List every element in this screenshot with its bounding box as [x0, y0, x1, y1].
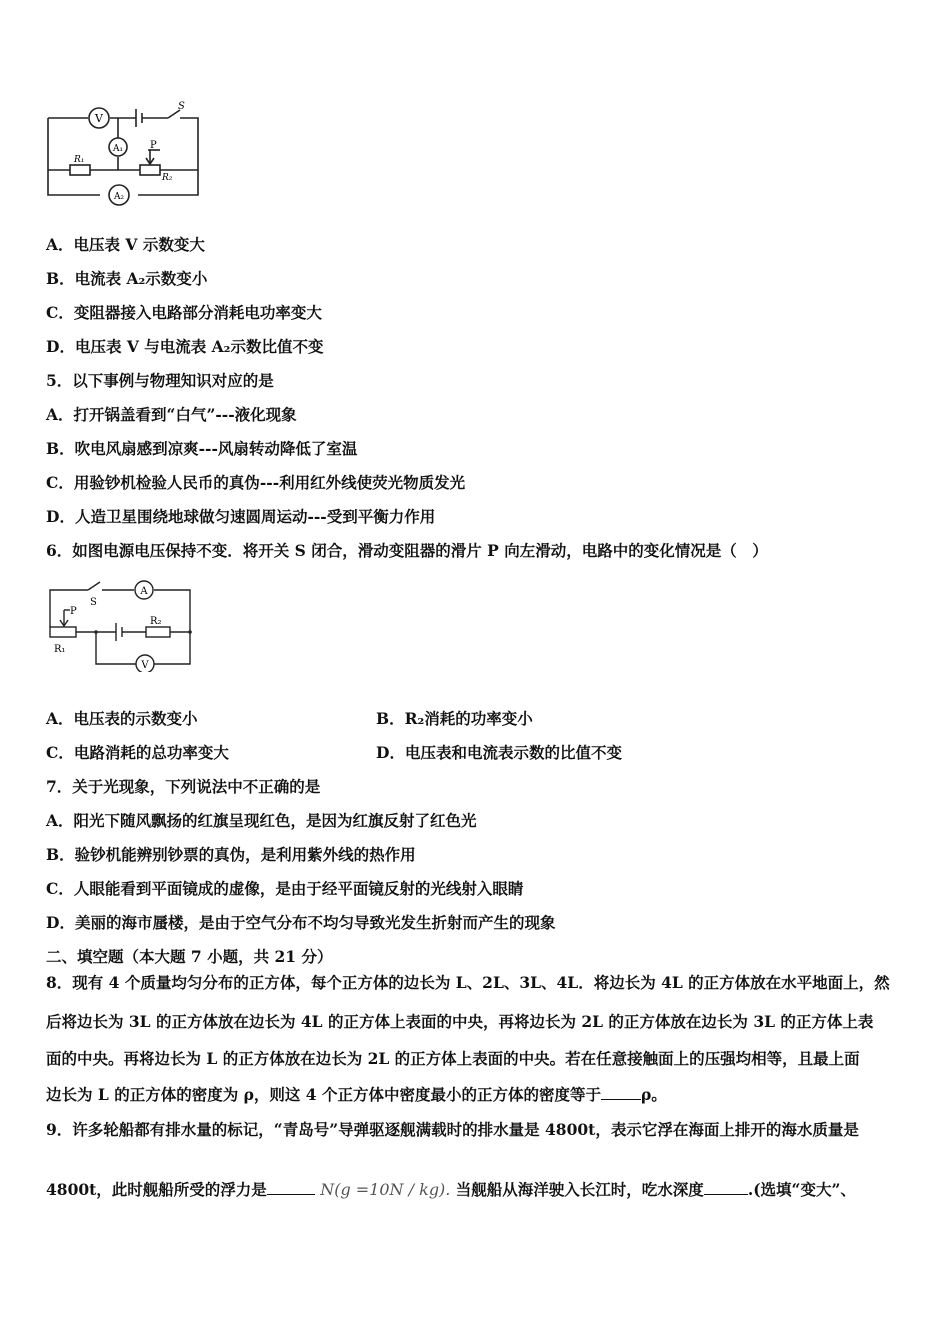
q7-option-b: B．验钞机能辨别钞票的真伪，是利用紫外线的热作用	[46, 845, 416, 864]
fig2-label-p: P	[70, 606, 77, 617]
q8-line-1: 8．现有 4 个质量均匀分布的正方体，每个正方体的边长为 L、2L、3L、4L．将边长为 4L 的正方体放在水平地面上，然	[46, 973, 890, 992]
q6-option-c: C．电路消耗的总功率变大	[46, 743, 229, 762]
section-heading: 二、填空题（本大题 7 小题，共 21 分）	[46, 947, 333, 966]
q5-stem: 5．以下事例与物理知识对应的是	[46, 371, 274, 390]
q9-formula: N(g =10N / kg).	[320, 1180, 451, 1199]
fig1-label-r1: R₁	[74, 155, 85, 165]
fig2-label-r1: R₁	[54, 644, 66, 655]
q7-option-c: C．人眼能看到平面镜成的虚像，是由于经平面镜反射的光线射入眼睛	[46, 879, 524, 898]
fig1-label-r2: R₂	[162, 173, 173, 183]
q9-buoyancy-blank[interactable]	[267, 1194, 315, 1195]
fig1-label-s: S	[178, 101, 185, 112]
q7-stem: 7．关于光现象，下列说法中不正确的是	[46, 777, 321, 796]
q9-line-2	[46, 1180, 916, 1200]
q6-option-b: B．R₂消耗的功率变小	[376, 709, 533, 728]
q5-option-c: C．用验钞机检验人民币的真伪---利用红外线使荧光物质发光	[46, 473, 466, 492]
fig2-label-a: A	[140, 586, 148, 597]
circuit-diagram-1	[40, 100, 210, 210]
q4-option-d: D．电压表 V 与电流表 A₂示数比值不变	[46, 337, 324, 356]
q8-line-2: 后将边长为 3L 的正方体放在边长为 4L 的正方体上表面的中央，再将边长为 2L 的正方体放在边长为 3L 的正方体上表	[46, 1012, 874, 1031]
q9-line-1: 9．许多轮船都有排水量的标记，“青岛号”导弹驱逐舰满载时的排水量是 4800t，表示它浮在海面上排开的海水质量是	[46, 1120, 859, 1139]
fig1-label-p: P	[150, 140, 157, 151]
fig1-label-a1: A₁	[112, 144, 124, 154]
q8-line-4-text: 边长为 L 的正方体的密度为 ρ，则这 4 个正方体中密度最小的正方体的密度等于	[46, 1085, 601, 1104]
q8-answer-blank[interactable]	[601, 1099, 641, 1100]
q9-line-2-mid: 当舰船从海洋驶入长江时，吃水深度	[455, 1180, 704, 1199]
q6-stem: 6．如图电源电压保持不变．将开关 S 闭合，滑动变阻器的滑片 P 向左滑动，电路中的变化情况是（ ）	[46, 541, 768, 560]
circuit-diagram-2	[40, 572, 200, 672]
fig2-label-r2: R₂	[150, 616, 162, 627]
q7-option-d: D．美丽的海市蜃楼，是由于空气分布不均匀导致光发生折射而产生的现象	[46, 913, 556, 932]
q6-option-d: D．电压表和电流表示数的比值不变	[376, 743, 622, 762]
q5-option-d: D．人造卫星围绕地球做匀速圆周运动---受到平衡力作用	[46, 507, 436, 526]
q8-line-4	[46, 1085, 916, 1105]
q9-line-2-text: 4800t，此时舰船所受的浮力是	[46, 1180, 267, 1199]
q4-option-a: A．电压表 V 示数变大	[46, 235, 205, 254]
q8-line-3: 面的中央。再将边长为 L 的正方体放在边长为 2L 的正方体上表面的中央。若在任意接触面上的压强均相等，且最上面	[46, 1049, 860, 1068]
q8-line-4-end: ρ。	[640, 1085, 667, 1104]
fig1-label-a2: A₂	[113, 192, 125, 202]
q9-line-2-end: .(选填“变大”、	[747, 1180, 856, 1199]
fig1-label-v: V	[95, 112, 103, 125]
fig2-label-v: V	[141, 660, 149, 671]
q4-option-b: B．电流表 A₂示数变小	[46, 269, 208, 288]
q6-option-a: A．电压表的示数变小	[46, 709, 198, 728]
q9-depth-blank[interactable]	[704, 1194, 748, 1195]
fig2-label-s: S	[90, 597, 97, 608]
q4-option-c: C．变阻器接入电路部分消耗电功率变大	[46, 303, 322, 322]
q5-option-a: A．打开锅盖看到“白气”---液化现象	[46, 405, 297, 424]
q7-option-a: A．阳光下随风飘扬的红旗呈现红色，是因为红旗反射了红色光	[46, 811, 477, 830]
q5-option-b: B．吹电风扇感到凉爽---风扇转动降低了室温	[46, 439, 358, 458]
